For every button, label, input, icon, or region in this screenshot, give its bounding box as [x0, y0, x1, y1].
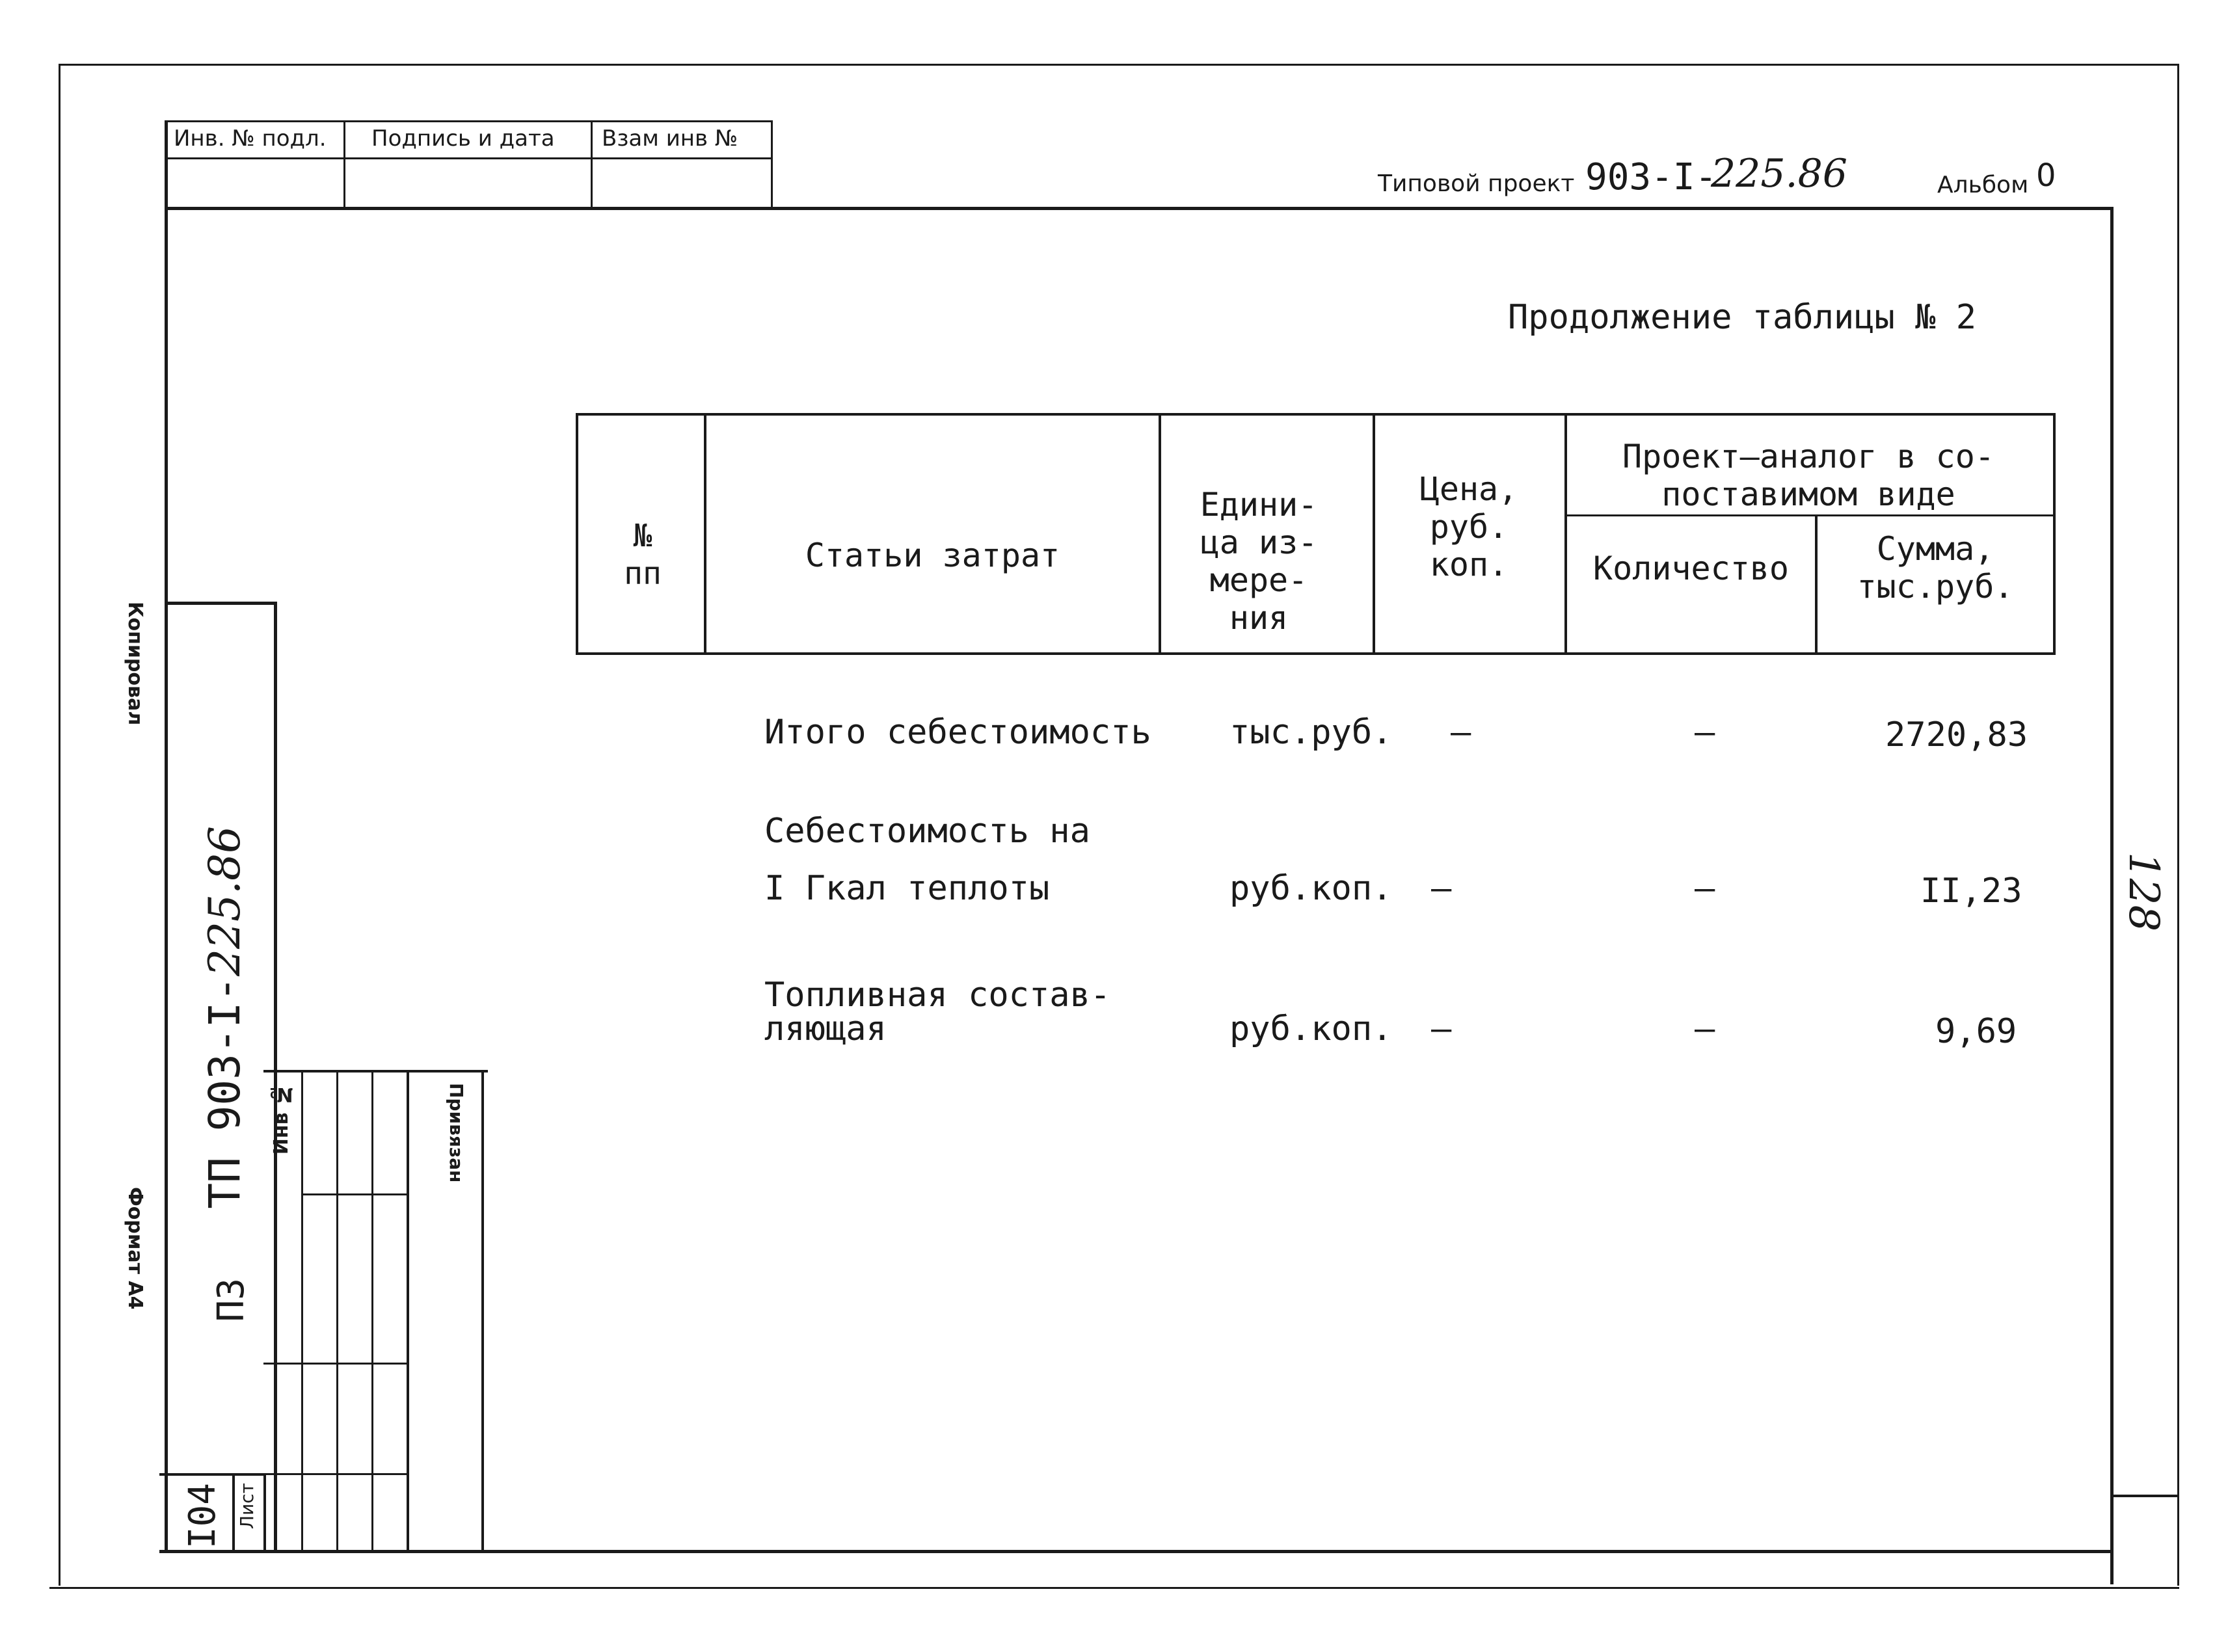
row-unit: руб.коп. [1229, 869, 1393, 908]
side-sheet-label: Лист [236, 1483, 258, 1529]
row-price: – [1431, 869, 1452, 908]
continuation-title: Продолжение таблицы № 2 [1508, 298, 1977, 337]
header-analog: Проект–аналог в со- поставимом виде [1622, 438, 1994, 513]
row-unit: тыс.руб. [1229, 713, 1393, 752]
top-stamp [165, 120, 773, 208]
header-price: Цена, руб. коп. [1419, 470, 1518, 583]
row-sum: II,23 [1920, 872, 2022, 911]
side-sheet-number: I04 [181, 1483, 224, 1549]
project-suffix-handwritten: 225.86 [1711, 151, 1847, 196]
right-sheet-box-line [2110, 1495, 2179, 1497]
header-unit: Едини- ца из- мере- ния [1200, 486, 1318, 637]
handwritten-sheet-number: 128 [2119, 852, 2168, 932]
stamp-inv-podl-label: Инв. № подл. [174, 126, 327, 152]
side-project-code-suffix: 225.86 [200, 826, 250, 976]
outer-frame-bottom [49, 1587, 2179, 1589]
row-quantity: – [1695, 713, 1715, 752]
outer-frame-top [59, 64, 2179, 66]
format-label: Формат А4 [124, 1187, 146, 1310]
header-num: № пп [624, 518, 662, 592]
row-price: – [1451, 713, 1471, 752]
stamp-vzam-inv-label: Взам инв № [602, 126, 738, 152]
stamp-podpis-data-label: Подпись и дата [371, 126, 555, 152]
row-item: Топливная состав- [764, 976, 1111, 1015]
row-item-line2: ляющая [764, 1009, 887, 1048]
header-quantity: Количество [1592, 550, 1790, 587]
side-title-block [159, 602, 485, 1551]
album-label: Альбом [1937, 172, 2029, 198]
album-number: 0 [2036, 157, 2056, 194]
row-sum: 9,69 [1935, 1012, 2017, 1051]
side-project-code-prefix: ТП 903-I- [200, 976, 250, 1209]
table-header [576, 413, 2056, 655]
row-item-line2: I Гкал теплоты [764, 869, 1050, 908]
side-inv-no-label: Инв № [270, 1083, 293, 1155]
row-quantity: – [1695, 869, 1715, 908]
row-item: Себестоимость на [764, 812, 1090, 851]
outer-frame-right [2177, 64, 2179, 1586]
row-sum: 2720,83 [1885, 715, 2028, 754]
side-privyazan-label: Привязан [446, 1083, 467, 1183]
row-quantity: – [1695, 1009, 1715, 1048]
header-sum: Сумма, тыс.руб. [1857, 530, 2014, 606]
header-items: Статьи затрат [805, 537, 1060, 574]
project-number: 903-I- [1585, 156, 1717, 198]
kopiroval-label: Копировал [124, 602, 146, 726]
inner-frame-right [2110, 207, 2114, 1584]
row-price: – [1431, 1009, 1452, 1048]
side-section-label: ПЗ [210, 1278, 252, 1322]
side-project-code [200, 826, 250, 1209]
outer-frame-left [59, 64, 60, 1586]
row-unit: руб.коп. [1229, 1009, 1393, 1048]
tipovoi-proekt-label: Типовой проект [1378, 170, 1575, 197]
row-item: Итого себестоимость [764, 713, 1151, 752]
